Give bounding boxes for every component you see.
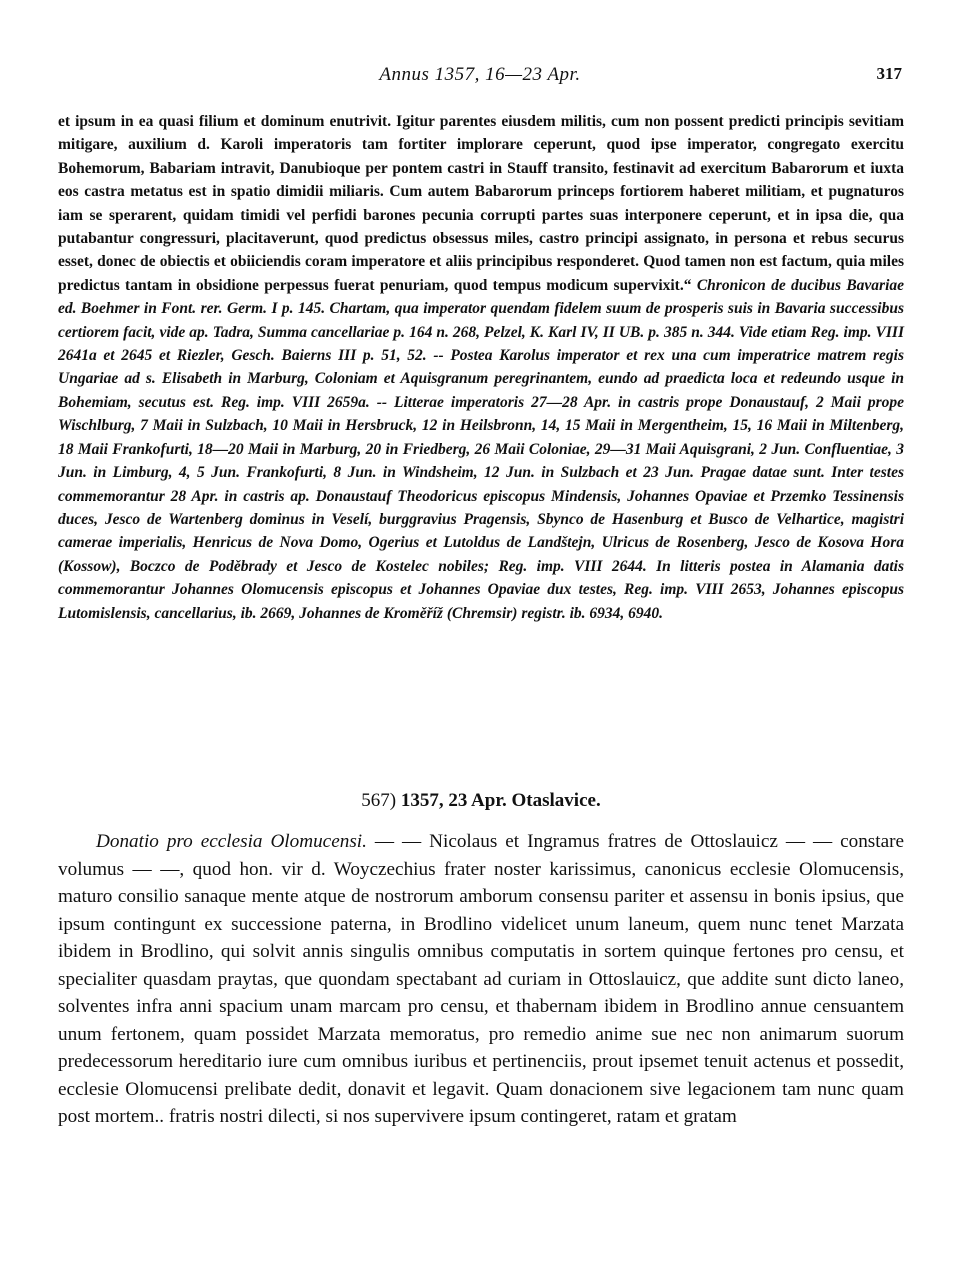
document-rubric: Donatio pro ecclesia Olomucensi. — [96, 831, 367, 852]
document-place: Otaslavice. — [511, 790, 601, 811]
page-number: 317 — [876, 64, 902, 83]
chronicle-quote: et ipsum in ea quasi filium et dominum enutrivit. Igitur parentes eiusdem militis, cum non possent predicti principis sevitiam mitigare, auxilium d. Karoli imperatoris tam fortiter implorare ceperunt, quod ipse imperator, congregato exercitu Bohemorum, Babariam intravit, Danubioque per pontem castri in Stauff transito, festinavit ad exercitum Babarorum et iuxta eos castra metatus est in spatio dimidii miliaris. Cum autem Babarorum princeps fortiorem haberet militiam, et pugnaturos iam se sperarent, quidam timidi vel perfidi barones pecunia corrupti partes suas interponere ceperunt, et in ipsa die, qua putabantur congressuri, placitaverunt, quod predictus obsessus miles, castro principi assignato, in persona et rebus securus esset, donec de obiectis et obiiciendis coram imperatore et aliis principibus responderet. Quod tamen non est factum, quia miles predictus tantam in obsidione perpessus fuerat penuriam, quod tempus modicum supervixit.“ — [58, 113, 904, 294]
document-text: — — Nicolaus et Ingramus fratres de Ottoslauicz — — constare volumus — —, quod hon. vir d. Woyczechius frater noster karissimus, canonicus ecclesie Olomucensis, maturo consilio sanaque mente atque de nostrorum amborum consensu pariter et assensu in bonis ipsius, que ipsum contingunt ex successione paterna, in Brodlino videlicet unum laneum, quem nunc tenet Marzata ibidem in Brodlino, qui solvit annis singulis omnibus computatis in sortem quinque fertones pro censu, et specialiter quasdam praytas, que quondam spectabant ad curiam in Ottoslauicz, que addite sunt dicto laneo, solventes infra anni spacium unam marcam pro censu, et thabernam ibidem in Brodlino annue censuantem unum fertonem, quam possidet Marzata memoratus, pro remedio anime sue nec non animarum suorum predecessorum hereditario iure cum omnibus iuribus et pertinenciis, prout ipsemet tenuit actenus et possedit, ecclesie Olomucensi prelibate dedit, donavit et legavit. Quam donacionem sive legacionem tam nunc quam post mortem.. fratris nostri dilecti, si nos supervivere ipsum contingeret, ratam et gratam — [58, 831, 905, 1127]
running-head — [58, 64, 902, 90]
document-date: 1357, 23 Apr. — [400, 790, 507, 811]
document-number: 567) — [361, 790, 397, 811]
note-commentary: Chronicon de ducibus Bavariae ed. Boehmer in Font. rer. Germ. I p. 145. Chartam, qua imperator quendam fidelem suum de prosperis suis in Bavaria successibus certiorem facit, vide ap. Tadra, Summa cancellariae p. 164 n. 268, Pelzel, K. Karl IV, II UB. p. 385 n. 344. Vide etiam Reg. imp. VIII 2641a et 2645 et Riezler, Gesch. Baierns III p. 51, 52. -- Postea Karolus imperator et rex una cum imperatrice matrem regis Ungariae ad s. Elisabeth in Marburg, Coloniam et Aquisgranum peregrinantem, eundo ad praedicta loca et redeundo usque in Bohemiam, secutus est. Reg. imp. VIII 2659a. -- Litterae imperatoris 27—28 Apr. in castris prope Donaustauf, 2 Maii prope Wischlburg, 7 Maii in Sulzbach, 10 Maii in Hersbruck, 12 in Heilsbronn, 14, 15 Maii in Mergentheim, 15, 16 Maii in Miltenberg, 18 Maii Frankofurti, 18—20 Maii in Marburg, 20 in Friedberg, 26 Maii Coloniae, 29—31 Maii Aquisgrani, 2 Jun. Confluentiae, 3 Jun. in Limburg, 4, 5 Jun. Frankofurti, 8 Jun. in Windsheim, 12 Jun. in Sulzbach et 23 Jun. Pragae datae sunt. Inter testes commemorantur 28 Apr. in castris ap. Donaustauf Theodoricus episcopus Mindensis, Johannes Opaviae et Przemko Tessinensis duces, Jesco de Wartenberg dominus in Veselí, burggravius Pragensis, Sbynco de Hasenburg et Busco de Velhartice, magistri camerae imperialis, Henricus de Nova Domo, Ogerius et Lutoldus de Landštejn, Ulricus de Rosenberg, Jesco de Kosova Hora (Kossow), Boczco de Poděbrady et Jesco de Kostelec nobiles; Reg. imp. VIII 2644. In litteris postea in Alamania datis commemorantur Johannes Olomucensis episcopus et Johannes Opaviae dux testes, Reg. imp. VIII 2653, Johannes episcopus Lutomislensis, cancellarius, ib. 2669, Johannes de Kroměříž (Chremsir) registr. ib. 6934, 6940. — [58, 276, 905, 622]
running-title: Annus 1357, 16—23 Apr. — [379, 64, 581, 85]
body-paragraph — [58, 828, 904, 1131]
document-body — [58, 828, 904, 1131]
footnote-block — [58, 110, 904, 625]
document-heading — [58, 790, 904, 812]
note-paragraph — [58, 110, 904, 625]
